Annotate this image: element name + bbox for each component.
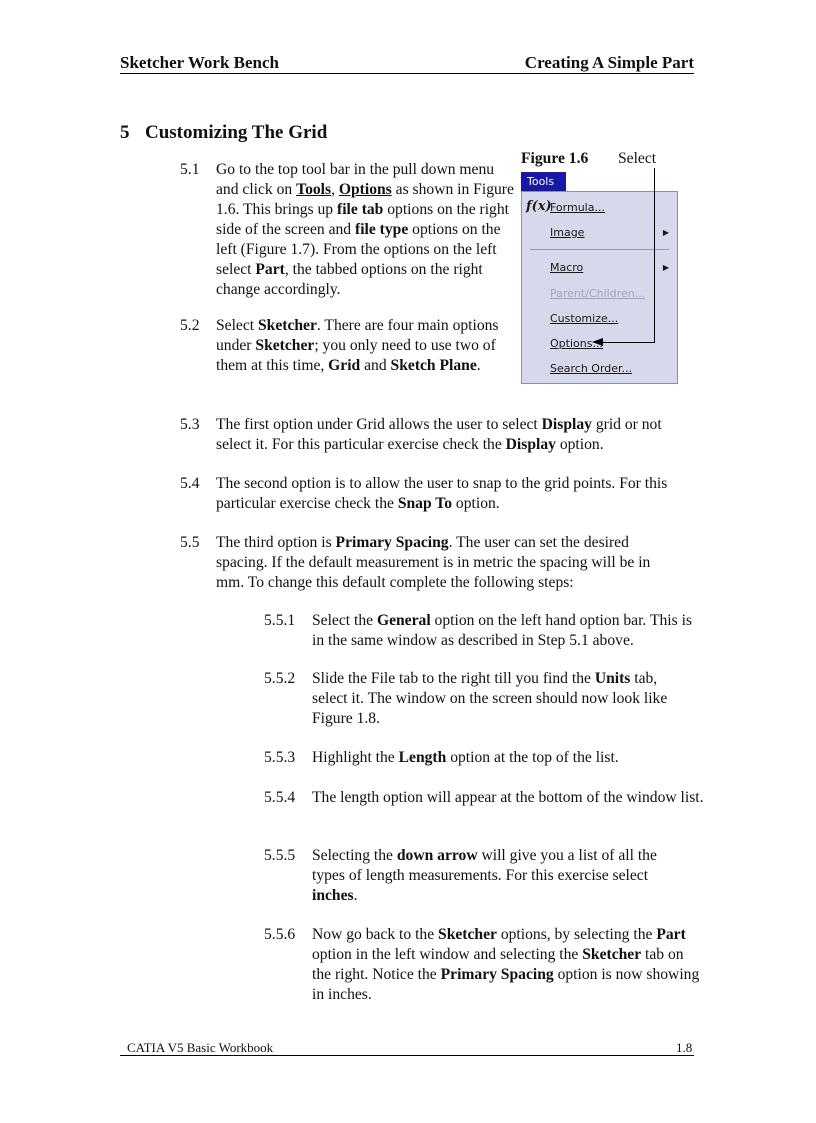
step-5-5-1 xyxy=(264,611,699,651)
submenu-arrow-icon: ▶ xyxy=(662,228,669,237)
step-5-5-2 xyxy=(264,669,689,729)
menu-item-search-order: Search Order... xyxy=(550,362,633,375)
step-number: 5.5.5 xyxy=(264,847,296,864)
step-text: Go to the top tool bar in the pull down menu and click on Tools, Options as shown in Figure 1.6. This brings up file tab options on the right side of the screen and file type options on the left (Figure 1.7). From the options on the left select Part, the tabbed options on the right change accordingly. xyxy=(216,161,514,298)
figure-label: Figure 1.6 xyxy=(521,150,589,167)
step-number: 5.2 xyxy=(180,317,200,334)
step-number: 5.5 xyxy=(180,534,200,551)
step-number: 5.5.3 xyxy=(264,749,296,766)
submenu-arrow-icon: ▶ xyxy=(662,263,669,272)
menu-item-macro: Macro xyxy=(550,261,584,274)
step-5-3 xyxy=(180,415,690,455)
menu-item-customize: Customize... xyxy=(550,312,619,325)
step-5-5-4 xyxy=(264,788,704,808)
menu-separator xyxy=(530,249,669,250)
step-number: 5.3 xyxy=(180,416,200,433)
header-left-title: Sketcher Work Bench xyxy=(120,53,279,72)
step-text: Slide the File tab to the right till you find the Units tab, select it. The window on the screen should now look like Figure 1.8. xyxy=(312,670,668,727)
section-heading xyxy=(120,122,327,144)
step-5-2 xyxy=(180,316,500,376)
callout-arrow-icon xyxy=(592,338,603,346)
footer-book-title: CATIA V5 Basic Workbook xyxy=(127,1040,274,1055)
menu-item-image: Image xyxy=(550,226,585,239)
step-number: 5.5.2 xyxy=(264,670,296,687)
step-number: 5.5.6 xyxy=(264,926,296,943)
step-text: The first option under Grid allows the user to select Display grid or not select it. For this particular exercise check the Display option. xyxy=(216,416,662,453)
figure-select-label: Select xyxy=(618,150,657,167)
header-rule xyxy=(120,73,694,74)
step-number: 5.5.4 xyxy=(264,789,296,806)
step-5-4 xyxy=(180,474,695,514)
formula-icon: f(x) xyxy=(526,199,552,214)
step-text: Selecting the down arrow will give you a list of all the types of length measurements. For this exercise select inches. xyxy=(312,847,657,904)
menu-item-options: Options... xyxy=(550,337,603,350)
tools-menu-title: Tools xyxy=(521,172,566,191)
footer-page-number: 1.8 xyxy=(676,1040,693,1055)
header-right-title: Creating A Simple Part xyxy=(524,53,694,72)
callout-line xyxy=(602,342,655,343)
section-title: Customizing The Grid xyxy=(145,122,328,143)
footer-rule xyxy=(120,1055,694,1056)
step-5-5-3 xyxy=(264,748,694,768)
step-text: Select Sketcher. There are four main options under Sketcher; you only need to use two of them at this time, Grid and Sketch Plane. xyxy=(216,317,499,374)
callout-line xyxy=(654,168,655,343)
section-number: 5 xyxy=(120,122,130,143)
step-number: 5.4 xyxy=(180,475,200,492)
step-text: Highlight the Length option at the top of the list. xyxy=(312,749,619,766)
step-text: Now go back to the Sketcher options, by selecting the Part option in the left window and selecting the Sketcher tab on the right. Notice the Primary Spacing option is now showing in inches. xyxy=(312,926,700,1003)
step-text: The third option is Primary Spacing. The user can set the desired spacing. If the default measurement is in metric the spacing will be in mm. To change this default complete the following steps: xyxy=(216,534,651,591)
menu-item-parent-children: Parent/Children... xyxy=(550,287,646,300)
menu-item-formula: Formula... xyxy=(550,201,605,214)
step-text: The second option is to allow the user to snap to the grid points. For this particular exercise check the Snap To option. xyxy=(216,475,668,512)
step-text: The length option will appear at the bottom of the window list. xyxy=(312,789,704,806)
step-5-5-5 xyxy=(264,846,679,906)
step-text: Select the General option on the left hand option bar. This is in the same window as described in Step 5.1 above. xyxy=(312,612,692,649)
step-5-5 xyxy=(180,533,680,593)
step-number: 5.5.1 xyxy=(264,612,296,629)
step-5-5-6 xyxy=(264,925,704,1005)
step-number: 5.1 xyxy=(180,161,200,178)
step-5-1 xyxy=(180,160,520,300)
